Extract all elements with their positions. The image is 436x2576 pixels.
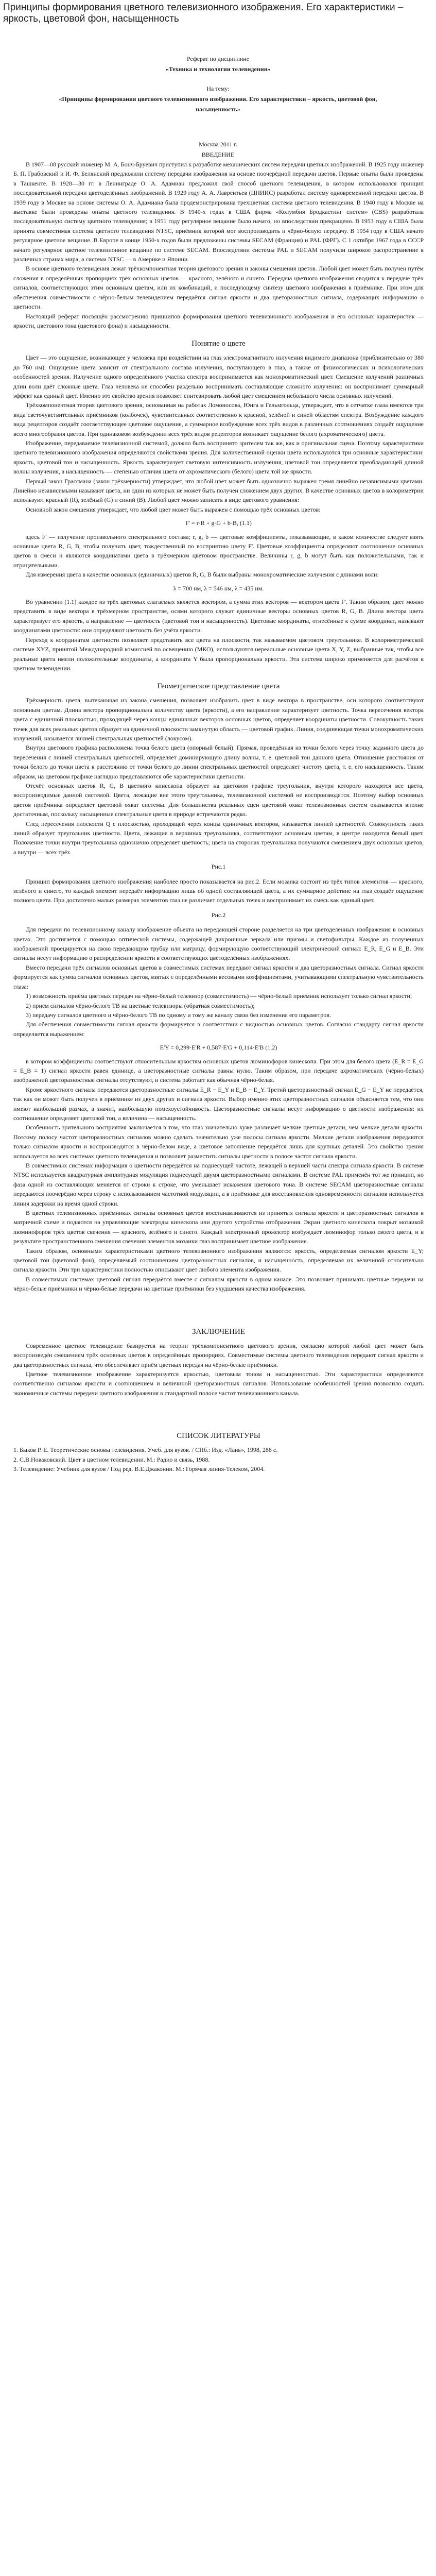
cover-page: [3, 54, 433, 160]
cover-city-year: Москва 2011 г.: [199, 141, 237, 148]
paragraph: здесь F' — излучение произвольного спектрального состава; r, g, b — цветовые коэффициенты, показывающие, в каком количестве следует взять основные цвета R, G, B, чтобы получить цвет, тождественный по восприятию цвету F'. Цветовые коэффициенты определяют соотношение основных цветов в смеси и являются координатами цвета в трёхмерном цветовом пространстве. Величины r, g, b могут быть как положительными, так и отрицательными.: [13, 533, 424, 569]
formula: F' = r·R + g·G + b·B, (1.1): [185, 519, 252, 527]
formula: λ = 700 нм, λ = 546 нм, λ = 435 нм.: [173, 584, 264, 592]
cover-topic: «Принципы формирования цветного телевизионного изображения. Его характеристики – яркость, цветовой фон, насыщенность»: [59, 95, 377, 113]
figure-caption: Рис.1: [211, 863, 226, 871]
paragraph: Трёхмерность цвета, вытекающая из закона смешения, позволяет изобразить цвет в виде вектора в пространстве, оси которого соответствуют основным цветам. Длина вектора пропорциональна количеству цвета (яркости), а его направление характеризует цветность. Точка пересечения вектора цвета с единичной плоскостью, проходящей через концы единичных векторов основных цветов, определяет координаты цветности. Совокупность таких точек для всех реальных цветов образует на единичной плоскости замкнутую область — цветовой график. Линия, соединяющая точки монохроматических излучений, называется линией спектральных цветностей (локусом).: [13, 697, 424, 742]
paragraph: Вместо передачи трёх сигналов основных цветов в совместимых системах передают сигнал яркости и два цветоразностных сигнала. Сигнал яркости формируется как сумма сигналов основных цветов, взятых с определёнными весовыми коэффициентами, учитывающими спектральную чувствительность глаза:: [13, 963, 424, 990]
reference-item: 3. Телевидение: Учебник для вузов / Под ред. В.Е.Джаконии. М.: Горячая линия-Телеком, 2004.: [13, 1465, 265, 1472]
paragraph: Изображение, передаваемое телевизионной системой, должно быть воспринято зрителем так же, как и оригинальная сцена. Поэтому характеристики цветного телевизионного изображения определяются свойствами зрения. Для количественной оценки цвета используются три основные характеристики: яркость, цветовой тон и насыщенность. Яркость характеризует световую интенсивность излучения, цветовой тон определяется преобладающей длиной волны излучения, а насыщенность — степенью отличия цвета от ахроматического (белого) цвета той же яркости.: [13, 439, 424, 476]
paragraph: След пересечения плоскости Q с плоскостью, проходящей через концы единичных векторов, называется линией цветностей. Совокупность таких линий образует треугольник цветности. Цвета, лежащие в вершинах треугольника, соответствуют основным цветам, в центре находится белый цвет. Положение точки внутри треугольника однозначно определяет цветность; цвета на сторонах треугольника получаются смешением двух основных цветов, а внутри — всех трёх.: [13, 820, 424, 856]
paragraph: В совместимых системах цветовой сигнал передаётся вместе с сигналом яркости в одном канале. Это позволяет принимать цветные передачи на чёрно-белые приёмники и чёрно-белые передачи на цветные приёмники без ухудшения качества изображения.: [13, 1275, 424, 1293]
paragraph: Первый закон Грассмана (закон трёхмерности) утверждает, что любой цвет может быть однозначно выражен тремя линейно независимыми цветами. Линейно независимыми называют цвета, ни один из которых не может быть получен сложением двух других. В качестве основных цветов в колориметрии используют красный (R), зелёный (G) и синий (B). Любой цвет можно записать в виде цветового уравнения:: [13, 477, 424, 504]
paragraph: Современное цветное телевидение базируется на теории трёхкомпонентного цветового зрения, согласно которой любой цвет может быть воспроизведён смешением трёх основных цветов в определённых пропорциях. Совместимые системы цветного телевидения передают сигнал яркости и два цветоразностных сигнала, что обеспечивает приём цветных передач на чёрно-белые приёмники.: [13, 1342, 424, 1368]
paragraph: 3) передачу сигналов цветного и чёрно-белого ТВ по одному и тому же каналу связи без изменения его параметров.: [26, 1011, 331, 1019]
conclusion-heading: ЗАКЛЮЧЕНИЕ: [191, 1327, 246, 1336]
paragraph: Для измерения цвета в качестве основных (единичных) цветов R, G, B были выбраны монохроматические излучения с длинами волн:: [26, 571, 379, 579]
paragraph: Принцип формирования цветного изображения наиболее просто показывается на рис.2. Если мозаика состоит из трёх типов элементов — красного, зелёного и синего, то каждый элемент передаёт информацию лишь об одной составляющей цвета, а их суммарное действие на глаз создаёт ощущение полного цвета. При достаточно малых размерах элементов глаз не различает отдельных точек и воспринимает их смесь как единый цвет.: [13, 877, 424, 904]
paragraph: В цветных телевизионных приёмниках сигналы основных цветов восстанавливаются из принятых сигнала яркости и цветоразностных сигналов в матричной схеме и подаются на управляющие электроды кинескопа или другого устройства отображения. Экран цветного кинескопа покрыт мозаикой люминофоров трёх цветов свечения — красного, зелёного и синего. Каждый электронный прожектор возбуждает люминофор только своего цвета, и в результате пространственного смешения свечения элементов мозаики глаз воспринимает цветное изображение.: [13, 1209, 424, 1245]
paragraph: Отсчёт основных цветов R, G, B цветного кинескопа образует на цветовом графике треугольник, внутри которого находятся все цвета, воспроизводимые данной системой. Цвета, лежащие вне этого треугольника, телевизионной системой не воспроизводятся. Поэтому выбор основных цветов приёмника определяет цветовой охват системы. Для большинства реальных сцен цветовой охват телевизионных систем оказывается вполне достаточным, поскольку насыщенные спектральные цвета в природе встречаются редко.: [13, 782, 424, 818]
paragraph: Таким образом, основными характеристиками цветного телевизионного изображения являются: яркость, определяемая сигналом яркости E_Y; цветовой тон (цветовой фон), определяемый соотношением цветоразностных сигналов, и насыщенность, определяемая их величиной относительно сигнала яркости. Эти три характеристики полностью описывают цвет любого элемента изображения.: [13, 1247, 424, 1274]
paragraph: Переход к координатам цветности позволяет представить все цвета на плоскости, так называемом цветовом треугольнике. В колориметрической системе XYZ, принятой Международной комиссией по освещению (МКО), используются нереальные основные цвета X, Y, Z, выбранные так, чтобы все реальные цвета имели положительные координаты, а координата Y была пропорциональна яркости. Эта система широко применяется для расчётов в цветном телевидении.: [13, 636, 424, 672]
paragraph: Для передачи по телевизионному каналу изображение объекта на передающей стороне разделяется на три цветоделённых изображения в основных цветах. Это достигается с помощью оптической системы, содержащей дихроичные зеркала или призмы и светофильтры. Каждое из полученных изображений проецируется на свою передающую трубку или матрицу, формирующую соответствующий электрический сигнал: E_R, E_G и E_B. Эти сигналы несут информацию о распределении яркости в соответствующих цветоделённых изображениях.: [13, 926, 424, 962]
intro-heading: ВВЕДЕНИЕ: [201, 151, 235, 158]
references-heading: СПИСОК ЛИТЕРАТУРЫ: [177, 1432, 260, 1440]
paragraph: Цветное телевизионное изображение характеризуется яркостью, цветовым тоном и насыщенностью. Эти характеристики определяются соответственно сигналом яркости и соотношением и величиной цветоразностных сигналов. Использование особенностей зрения позволило создать экономичные системы передачи цветного изображения в стандартной полосе частот телевизионного канала.: [13, 1370, 424, 1397]
paragraph: В 1907—08 русский инженер М. А. Бонч-Бруевич приступил к разработке механических систем передачи цветных изображений. В 1925 году инженер Б. П. Грабовский и И. Ф. Белянский предложили систему передачи изображения на основе поочерёдной передачи цветов. Первые опыты были проведены в Ташкенте. В 1928—30 гг. в Ленинграде О. А. Адамиан предложил свой способ цветного телевидения, в котором использовался принцип последовательной передачи цветоделённых изображений. В 1929 году А. А. Лаврентьев (ЦНИИС) разработал систему одновременной передачи цветов. В 1939 году в Москве на основе системы О. А. Адамиана была продемонстрирована трехцветная система цветного телевидения. В 1940 году в Москве на выставке были проведены опыты цветного телевидения. В 1940-х годах в США фирма «Колумбия Бродкастинг систем» (CBS) разработала последовательную систему цветного телевидения; в 1951 году регулярное вещание было начато, но впоследствии прекращено. В 1953 году в США была принята совместимая система цветного телевидения NTSC, приёмник которой мог воспроизводить и чёрно-белую передачу. В 1954 году в США начато регулярное цветное вещание. В Европе в конце 1950-х годов были предложены системы SECAM (Франция) и PAL (ФРГ). С 1 октября 1967 года в СССР начато регулярное цветное телевизионное вещание по системе SECAM. Впоследствии системы PAL и SECAM получили широкое распространение в различных странах мира, а система NTSC — в Америке и Японии.: [13, 161, 424, 263]
cover-type: Реферат по дисциплине: [186, 55, 250, 62]
paragraph: Основной закон смешения утверждает, что любой цвет может быть выражен с помощью трёх основных цветов:: [26, 505, 321, 513]
cover-discipline: «Техника и технологии телевидения»: [165, 65, 271, 73]
paragraph: Настоящий реферат посвящён рассмотрению принципов формирования цветного телевизионного изображения и его основных характеристик — яркости, цветового тона (цветового фона) и насыщенности.: [13, 312, 424, 329]
figure-caption: Рис.2: [211, 911, 226, 919]
paragraph: Кроме яркостного сигнала передаются цветоразностные сигналы E_R − E_Y и E_B − E_Y. Третий цветоразностный сигнал E_G − E_Y не передаётся, так как он может быть получен в приёмнике из двух других и сигнала яркости. Выбор именно этих цветоразностных сигналов объясняется тем, что они имеют наибольший размах, а значит, наибольшую помехоустойчивость. Цветоразностные сигналы несут информацию о цветности изображения: их соотношение определяет цветовой тон, а величина — насыщенность.: [13, 1086, 424, 1122]
paragraph: в котором коэффициенты соответствуют относительным яркостям основных цветов люминофоров кинескопа. При этом для белого цвета (E_R = E_G = E_B = 1) сигнал яркости равен единице, а цветоразностные сигналы равны нулю. Таким образом, при передаче ахроматических (чёрно-белых) изображений цветоразностные сигналы отсутствуют, и система работает как обычная чёрно-белая.: [13, 1057, 424, 1084]
section-heading: Геометрическое представление цвета: [157, 682, 280, 691]
document-body: [13, 160, 424, 1473]
paragraph: Во уравнении (1.1) каждое из трёх цветовых слагаемых является вектором, а сумма этих векторов — вектором цвета F'. Таким образом, цвет можно представить в виде вектора в трёхмерном пространстве, осями которого служат единичные векторы основных цветов R, G, B. Длина вектора цвета характеризует его яркость, а направление — цветность (цветовой тон и насыщенность). Цветовые координаты, отнесённые к сумме координат, называют координатами цветности: они определяют цветность без учёта яркости.: [13, 598, 424, 634]
section-heading: Понятие о цвете: [191, 340, 246, 348]
paragraph: Внутри цветового графика расположена точка белого цвета (опорный белый). Прямая, проведённая из точки белого через точку заданного цвета до пересечения с линией спектральных цветностей, определяет доминирующую длину волны, т. е. цветовой тон данного цвета. Отношение расстояния от точки белого до точки цвета к расстоянию от точки белого до линии спектральных цветностей определяет чистоту цвета, т. е. его насыщенность. Таким образом, на цветовом графике наглядно представляются обе характеристики цветности.: [13, 744, 424, 780]
cover-topic-label: На тему:: [206, 85, 230, 92]
formula: E'Y = 0,299·E'R + 0,587·E'G + 0,114·E'B (1.2): [160, 1044, 277, 1052]
reference-item: 1. Быков Р. Е. Теоретические основы телевидения. Учеб. для вузов. / СПб.: Изд. «Лань», 1998, 288 с.: [13, 1446, 278, 1454]
paragraph: 2) приём сигналов чёрно-белого ТВ на цветные телевизоры (обратная совместимость);: [26, 1002, 255, 1009]
paragraph: В основе цветного телевидения лежат трёхкомпонентная теория цветового зрения и законы смешения цветов. Любой цвет может быть получен путём сложения в определённых пропорциях трёх основных цветов — красного, зелёного и синего. Передача цветного изображения сводится к передаче трёх сигналов, соответствующих этим основным цветам, или их комбинаций, и последующему синтезу цветного изображения в приёмнике. При этом для обеспечения совместимости с чёрно-белым телевидением передаётся сигнал яркости и два цветоразностных сигнала, содержащих информацию о цветности.: [13, 265, 424, 311]
paragraph: Цвет — это ощущение, возникающее у человека при воздействии на глаз электромагнитного излучения видимого диапазона (приблизительно от 380 до 760 нм). Ощущение цвета зависит от спектрального состава излучения, поступающего в глаз, а также от физиологических и психологических особенностей зрения. Излучение одного определённого участка спектра воспринимается как монохроматический цвет. Смешение излучений различных длин волн даёт сложные цвета. Глаз человека не способен раздельно воспринимать составляющие сложного излучения: он воспринимает суммарный эффект как единый цвет. Именно это свойство зрения позволяет синтезировать любой цвет смешением небольшого числа основных излучений.: [13, 354, 424, 399]
paragraph: Для обеспечения совместимости сигнал яркости формируется в соответствии с видностью основных цветов. Согласно стандарту сигнал яркости определяется выражением:: [13, 1021, 424, 1038]
paragraph: В совместимых системах информация о цветности передаётся на поднесущей частоте, лежащей в верхней части спектра сигнала яркости. В системе NTSC используется квадратурная амплитудная модуляция поднесущей двумя цветоразностными сигналами. В системе PAL применён тот же принцип, но фаза одной из составляющих меняется от строки к строке, что уменьшает искажения цветового тона. В системе SECAM цветоразностные сигналы передаются поочерёдно через строку с использованием частотной модуляции, а в приёмнике для восстановления одновременности сигналов используется линия задержки на время одной строки.: [13, 1162, 424, 1207]
paragraph: Трёхкомпонентная теория цветового зрения, основанная на работах Ломоносова, Юнга и Гельмгольца, утверждает, что в сетчатке глаза имеются три вида светочувствительных приёмников (колбочек), чувствительных соответственно к красной, зелёной и синей областям спектра. Возбуждение каждого вида рецепторов создаёт соответствующее цветовое ощущение, а суммарное возбуждение всех трёх видов в различных соотношениях создаёт ощущение всего многообразия цветов. При одинаковом возбуждении всех трёх видов рецепторов возникает ощущение белого (ахроматического) цвета.: [13, 401, 424, 437]
reference-item: 2. С.В.Новаковский. Цвет в цветном телевидении. М.: Радио и связь, 1988.: [13, 1455, 210, 1463]
paragraph: Особенность зрительного восприятия заключается в том, что глаз значительно хуже различает мелкие цветные детали, чем мелкие детали яркости. Поэтому полосу частот цветоразностных сигналов можно сделать значительно уже полосы сигнала яркости. Мелкие детали изображения передаются только сигналом яркости и воспроизводятся в чёрно-белом виде, а цветовое заполнение передаётся лишь для крупных деталей. Это свойство зрения используется во всех системах цветного телевидения и позволяет разместить сигналы цветности в полосе частот сигнала яркости.: [13, 1124, 424, 1160]
page-title: Принципы формирования цветного телевизионного изображения. Его характеристики – яркость, цветовой фон, насыщенность: [3, 2, 404, 24]
paragraph: 1) возможность приёма цветных передач на чёрно-белый телевизор (совместимость) — чёрно-белый приёмник использует только сигнал яркости;: [26, 992, 412, 1000]
references-list: [13, 1445, 424, 1473]
